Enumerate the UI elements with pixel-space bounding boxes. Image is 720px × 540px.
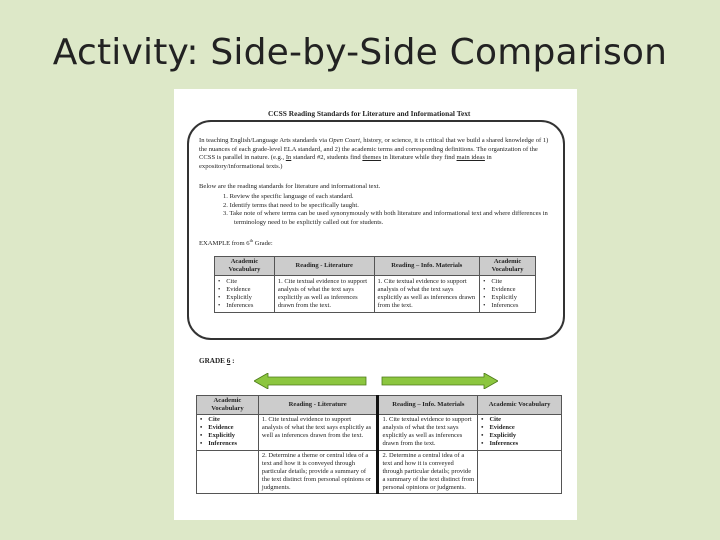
info-cell: 1. Cite textual evidence to support analysis of what the text says explicitly as well as inferences drawn from the text. bbox=[378, 415, 478, 450]
info-cell: 1. Cite textual evidence to support analysis of what the text says explicitly as well as inferences drawn from the text. bbox=[374, 276, 480, 313]
table-header-row bbox=[215, 257, 536, 276]
vocab-item: • Inferences bbox=[481, 440, 558, 448]
vocab-item: • Evidence bbox=[218, 286, 271, 294]
below-text: Below are the reading standards for literature and informational text. bbox=[199, 183, 381, 190]
vocab-cell bbox=[478, 415, 562, 450]
table-header-row bbox=[197, 396, 562, 415]
table-row bbox=[215, 276, 536, 313]
vocab-item: • Explicitly bbox=[200, 432, 255, 440]
vocab-item: • Cite bbox=[200, 416, 255, 424]
example-sup: th bbox=[249, 238, 254, 243]
header-cell: Academic Vocabulary bbox=[478, 396, 562, 415]
intro-text-1: In teaching English/Language Arts standards via bbox=[199, 137, 329, 144]
vocab-item: • Evidence bbox=[481, 424, 558, 432]
grade-label bbox=[199, 357, 235, 365]
vocab-item: • Inferences bbox=[200, 440, 255, 448]
info-cell: 2. Determine a central idea of a text and how it is conveyed through particular details; provide a summary of the text distinct from personal opinions or judgments. bbox=[378, 450, 478, 493]
document-image bbox=[174, 89, 577, 520]
vocab-item: • Explicitly bbox=[481, 432, 558, 440]
step-item: 2. Identify terms that need to be specifically taught. bbox=[223, 201, 359, 209]
vocab-item: • Cite bbox=[483, 278, 532, 286]
table-row bbox=[197, 415, 562, 450]
literature-cell: 2. Determine a theme or central idea of a text and how it is conveyed through particular details; provide a summary of the text distinct from personal opinions or judgments. bbox=[258, 450, 378, 493]
empty-cell bbox=[478, 450, 562, 493]
intro-text-2: , history, or science, it is critical that we build a shared knowledge of 1) the nuances of each grade-level ELA standard, and 2) the academic terms and corresponding definitions. The organization of the CCSS is parallel in nature. (e.g., bbox=[199, 137, 549, 162]
example-suffix: Grade: bbox=[253, 240, 273, 248]
double-arrows-icon bbox=[254, 373, 498, 389]
grade-table bbox=[196, 395, 562, 494]
empty-cell bbox=[197, 450, 259, 493]
document-title: CCSS Reading Standards for Literature and Informational Text bbox=[268, 109, 471, 118]
header-cell: Reading – Info. Materials bbox=[378, 396, 478, 415]
vocab-item: • Inferences bbox=[483, 302, 532, 310]
intro-paragraph bbox=[199, 137, 554, 171]
in-text: In bbox=[285, 154, 292, 162]
open-court-text: Open Court bbox=[328, 137, 360, 144]
header-cell: Reading - Literature bbox=[274, 257, 374, 276]
steps-list bbox=[199, 193, 554, 227]
vocab-item: • Cite bbox=[481, 416, 558, 424]
step-item: 3. Take note of where terms can be used synonymously with both literature and informational text and where differences in terminology need to be explicitly called out for students. bbox=[223, 210, 548, 226]
example-prefix: EXAMPLE from 6 bbox=[199, 240, 250, 248]
main-ideas-text: main ideas bbox=[456, 154, 485, 162]
vocab-cell bbox=[197, 415, 259, 450]
header-cell: Reading – Info. Materials bbox=[374, 257, 480, 276]
grade-number: 6 bbox=[226, 357, 231, 365]
vocab-item: • Explicitly bbox=[218, 294, 271, 302]
table-row bbox=[197, 450, 562, 493]
header-cell: Academic Vocabulary bbox=[215, 257, 275, 276]
themes-text: themes bbox=[362, 154, 382, 162]
grade-prefix: GRADE bbox=[199, 357, 227, 365]
literature-cell: 1. Cite textual evidence to support analysis of what the text says explicitly as well as inferences drawn from the text. bbox=[274, 276, 374, 313]
vocab-item: • Cite bbox=[218, 278, 271, 286]
vocab-item: • Inferences bbox=[218, 302, 271, 310]
header-cell: Reading - Literature bbox=[258, 396, 378, 415]
intro-text-3: standard #2, students find bbox=[291, 154, 363, 162]
vocab-item: • Explicitly bbox=[483, 294, 532, 302]
intro-text-4: in literature while they find bbox=[381, 154, 457, 162]
vocab-item: • Evidence bbox=[200, 424, 255, 432]
step-item: 1. Review the specific language of each standard. bbox=[223, 193, 354, 200]
vocab-cell bbox=[215, 276, 275, 313]
right-arrow-icon bbox=[382, 373, 498, 389]
grade-colon: : bbox=[230, 357, 235, 365]
vocab-item: • Evidence bbox=[483, 286, 532, 294]
left-arrow-icon bbox=[254, 373, 366, 389]
literature-cell: 1. Cite textual evidence to support analysis of what the text says explicitly as well as inferences drawn from the text. bbox=[258, 415, 378, 450]
header-cell: Academic Vocabulary bbox=[197, 396, 259, 415]
intro-text-5: in expository/informational texts.) bbox=[199, 154, 492, 170]
example-table bbox=[214, 256, 536, 313]
example-label bbox=[199, 238, 273, 247]
slide-title: Activity: Side-by-Side Comparison bbox=[52, 32, 668, 73]
header-cell: Academic Vocabulary bbox=[480, 257, 536, 276]
vocab-cell bbox=[480, 276, 536, 313]
